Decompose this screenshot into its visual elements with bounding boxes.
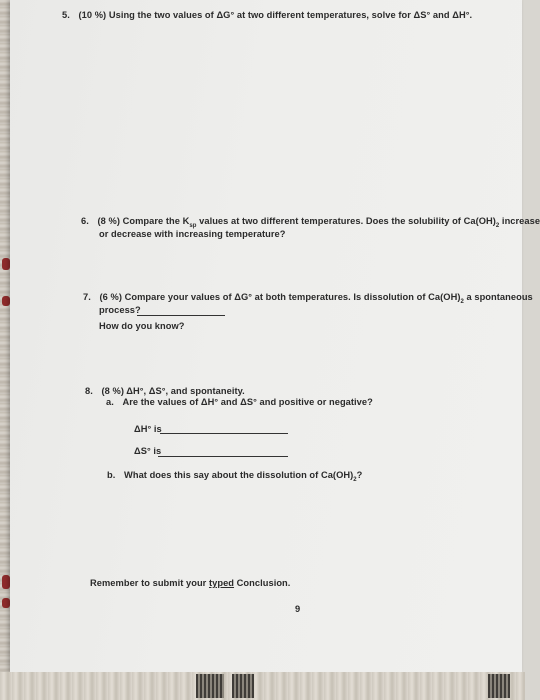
question-number: 6. [81, 216, 89, 226]
question-text: Compare the K [122, 216, 190, 226]
ksp-subscript: sp [189, 222, 197, 229]
question-number: 8. [85, 386, 93, 396]
edge-mark [2, 598, 10, 608]
reminder-text: Conclusion. [234, 578, 291, 588]
question-number: 5. [62, 10, 70, 20]
question-8b [107, 470, 362, 483]
sub-question-text: ? [356, 470, 363, 480]
question-text: increase [499, 216, 540, 226]
delta-h-answer-blank[interactable] [160, 433, 288, 434]
answer-blank[interactable] [137, 315, 225, 316]
question-8 [85, 386, 245, 396]
question-8a [106, 397, 373, 407]
submission-reminder [90, 578, 290, 588]
question-points: (10 %) [78, 10, 107, 20]
formula-subscript: 2 [495, 222, 500, 229]
delta-h-label: ΔH° is [134, 424, 162, 434]
page-number: 9 [295, 604, 301, 614]
question-7 [83, 292, 533, 305]
question-text: a spontaneous [463, 292, 533, 302]
delta-s-label: ΔS° is [134, 446, 162, 456]
sub-question-text: What does this say about the dissolution of Ca(OH) [124, 470, 354, 480]
question-5 [62, 10, 472, 20]
question-text: Using the two values of ΔG° at two different temperatures, solve for ΔS° and ΔH°. [108, 10, 473, 20]
edge-mark [2, 296, 10, 306]
sub-question-text: Are the values of ΔH° and ΔS° and positive or negative? [122, 397, 373, 407]
question-points: (8 %) [101, 386, 124, 396]
question-7-line-3: How do you know? [99, 321, 185, 331]
surface-background [0, 672, 525, 700]
edge-mark [2, 575, 10, 589]
question-points: (8 %) [97, 216, 120, 226]
question-text: values at two different temperatures. Does the solubility of Ca(OH) [196, 216, 496, 226]
question-number: 7. [83, 292, 91, 302]
reminder-text: Remember to submit your [90, 578, 209, 588]
question-7-line-2: process? [99, 305, 141, 315]
worksheet-page [10, 0, 540, 672]
question-text: Compare your values of ΔG° at both temperatures. Is dissolution of Ca(OH) [124, 292, 461, 302]
formula-subscript: 2 [353, 476, 357, 483]
question-6-line-2: or decrease with increasing temperature? [99, 229, 286, 239]
formula-subscript: 2 [460, 298, 464, 305]
question-6 [81, 216, 540, 229]
reminder-emphasis: typed [208, 578, 235, 588]
question-points: (6 %) [99, 292, 122, 302]
question-title: ΔH°, ΔS°, and spontaneity. [126, 386, 245, 396]
delta-s-answer-blank[interactable] [158, 456, 288, 457]
sub-question-label: b. [107, 470, 116, 480]
surface-pattern [488, 674, 510, 698]
surface-pattern [232, 674, 254, 698]
edge-mark [2, 258, 10, 270]
surface-pattern [196, 674, 224, 698]
sub-question-label: a. [106, 397, 114, 407]
